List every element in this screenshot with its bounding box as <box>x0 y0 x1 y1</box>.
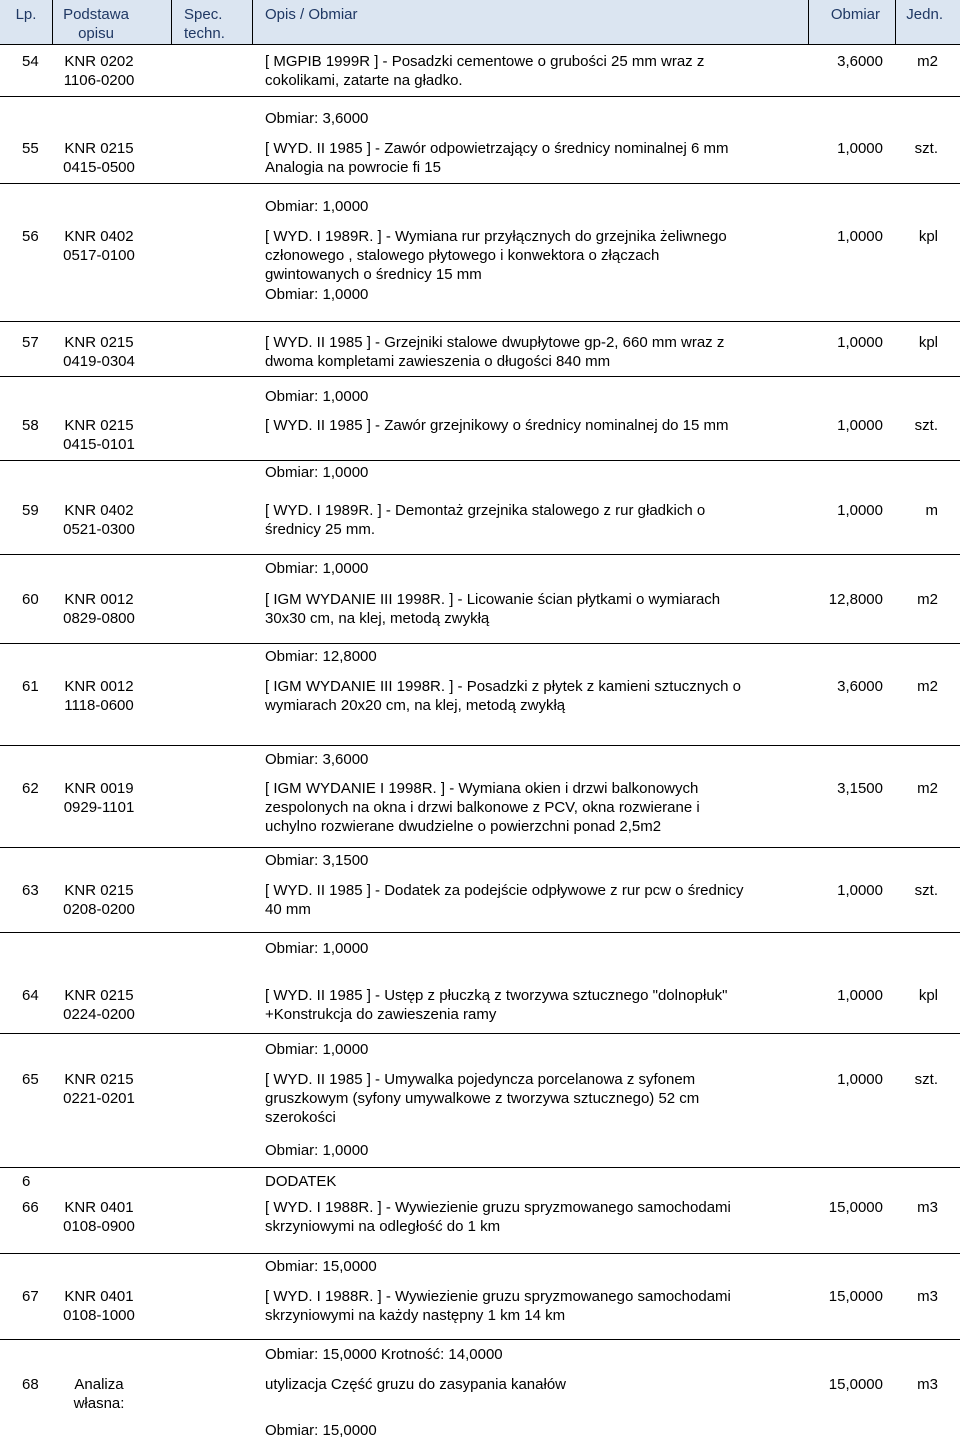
row-unit: kpl <box>918 228 938 245</box>
row-quantity: 1,0000 <box>837 334 883 351</box>
row-description: [ WYD. II 1985 ] - Zawór grzejnikowy o średnicy nominalnej do 15 mm <box>265 417 729 434</box>
row-separator <box>0 376 960 377</box>
row-obmiar: Obmiar: 3,6000 <box>265 751 369 768</box>
row-lp: 60 <box>22 591 39 608</box>
row-description: wymiarach 20x20 cm, na klej, metodą zwykłą <box>265 697 566 714</box>
row-obmiar: Obmiar: 3,6000 <box>265 110 369 127</box>
row-separator <box>0 932 960 933</box>
row-separator <box>0 1253 960 1254</box>
row-separator <box>0 321 960 322</box>
row-basis: 0517-0100 <box>63 247 135 264</box>
row-basis: 0208-0200 <box>63 901 135 918</box>
row-separator <box>0 460 960 461</box>
row-quantity: 12,8000 <box>828 591 883 608</box>
row-quantity: 15,0000 <box>828 1288 883 1305</box>
row-basis: 0108-0900 <box>63 1218 135 1235</box>
row-description: [ WYD. I 1989R. ] - Wymiana rur przyłącznych do grzejnika żeliwnego <box>265 228 727 245</box>
row-description: gruszkowym (syfony umywalkowe z tworzywa sztucznego) 52 cm <box>265 1090 700 1107</box>
row-basis: 1106-0200 <box>63 72 135 89</box>
row-description: [ WYD. II 1985 ] - Zawór odpowietrzający o średnicy nominalnej 6 mm <box>265 140 729 157</box>
row-lp: 62 <box>22 780 39 797</box>
row-lp: 56 <box>22 228 39 245</box>
row-unit: szt. <box>914 417 938 434</box>
row-unit: szt. <box>914 140 938 157</box>
row-basis: KNR 0019 <box>64 780 134 797</box>
header-unit: Jedn. <box>906 6 943 23</box>
row-basis: 0929-1101 <box>63 799 135 816</box>
row-lp: 65 <box>22 1071 39 1088</box>
row-description: cokolikami, zatarte na gładko. <box>265 72 463 89</box>
row-description: zespolonych na okna i drzwi balkonowe z PCV, okna rozwierane i <box>265 799 700 816</box>
row-description: [ WYD. II 1985 ] - Umywalka pojedyncza porcelanowa z syfonem <box>265 1071 696 1088</box>
row-description: szerokości <box>265 1109 336 1126</box>
row-obmiar: Obmiar: 1,0000 <box>265 1041 369 1058</box>
row-basis: KNR 0215 <box>64 1071 134 1088</box>
header-divider <box>252 0 253 44</box>
row-unit: m2 <box>917 591 938 608</box>
row-description: utylizacja Część gruzu do zasypania kanałów <box>265 1376 566 1393</box>
row-lp: 66 <box>22 1199 39 1216</box>
row-description: gwintowanych o średnicy 15 mm <box>265 266 482 283</box>
section-number: 6 <box>22 1173 31 1190</box>
row-lp: 61 <box>22 678 39 695</box>
row-description: [ MGPIB 1999R ] - Posadzki cementowe o grubości 25 mm wraz z <box>265 53 705 70</box>
row-separator <box>0 1167 960 1168</box>
row-description: [ WYD. I 1989R. ] - Demontaż grzejnika stalowego z rur gładkich o <box>265 502 706 519</box>
row-quantity: 1,0000 <box>837 228 883 245</box>
row-quantity: 1,0000 <box>837 417 883 434</box>
row-unit: m3 <box>917 1376 938 1393</box>
row-basis: 0829-0800 <box>63 610 135 627</box>
row-unit: m2 <box>917 678 938 695</box>
row-basis: KNR 0215 <box>64 417 134 434</box>
row-quantity: 1,0000 <box>837 987 883 1004</box>
row-obmiar: Obmiar: 15,0000 Krotność: 14,0000 <box>265 1346 503 1363</box>
row-lp: 57 <box>22 334 39 351</box>
row-unit: szt. <box>914 1071 938 1088</box>
header-quantity: Obmiar <box>830 6 880 23</box>
row-basis: KNR 0012 <box>64 678 134 695</box>
row-quantity: 1,0000 <box>837 140 883 157</box>
row-separator <box>0 554 960 555</box>
row-description: 40 mm <box>265 901 311 918</box>
row-description: średnicy 25 mm. <box>265 521 376 538</box>
row-description: [ WYD. I 1988R. ] - Wywiezienie gruzu spryzmowanego samochodami <box>265 1288 731 1305</box>
row-basis: 0108-1000 <box>63 1307 135 1324</box>
row-obmiar: Obmiar: 1,0000 <box>265 286 369 303</box>
row-basis: KNR 0215 <box>64 140 134 157</box>
row-description: [ WYD. II 1985 ] - Dodatek za podejście odpływowe z rur pcw o średnicy <box>265 882 744 899</box>
row-basis: KNR 0402 <box>64 502 134 519</box>
row-description: [ WYD. I 1988R. ] - Wywiezienie gruzu spryzmowanego samochodami <box>265 1199 731 1216</box>
row-separator <box>0 1033 960 1034</box>
row-basis: KNR 0401 <box>64 1288 134 1305</box>
row-obmiar: Obmiar: 1,0000 <box>265 940 369 957</box>
row-separator <box>0 643 960 644</box>
row-basis: KNR 0401 <box>64 1199 134 1216</box>
row-description: członowego , stalowego płytowego i konwektora o złączach <box>265 247 660 264</box>
row-separator <box>0 847 960 848</box>
row-unit: m3 <box>917 1288 938 1305</box>
row-description: +Konstrukcja do zawieszenia ramy <box>265 1006 497 1023</box>
row-lp: 59 <box>22 502 39 519</box>
row-basis: KNR 0202 <box>64 53 134 70</box>
row-unit: szt. <box>914 882 938 899</box>
row-unit: m2 <box>917 53 938 70</box>
row-description: skrzyniowymi na odległość do 1 km <box>265 1218 501 1235</box>
row-obmiar: Obmiar: 1,0000 <box>265 1142 369 1159</box>
row-obmiar: Obmiar: 15,0000 <box>265 1258 377 1275</box>
row-lp: 67 <box>22 1288 39 1305</box>
header-spec-line2: techn. <box>184 25 225 42</box>
row-basis: 0221-0201 <box>63 1090 135 1107</box>
row-quantity: 15,0000 <box>828 1199 883 1216</box>
row-basis: KNR 0215 <box>64 987 134 1004</box>
header-basis-line2: opisu <box>78 25 114 42</box>
row-description: skrzyniowymi na każdy następny 1 km 14 km <box>265 1307 566 1324</box>
row-quantity: 1,0000 <box>837 1071 883 1088</box>
row-basis: 0419-0304 <box>63 353 135 370</box>
row-description: [ IGM WYDANIE III 1998R. ] - Licowanie ścian płytkami o wymiarach <box>265 591 721 608</box>
table-header <box>0 0 960 44</box>
row-description: 30x30 cm, na klej, metodą zwykłą <box>265 610 490 627</box>
row-quantity: 1,0000 <box>837 502 883 519</box>
header-description: Opis / Obmiar <box>265 6 358 23</box>
row-obmiar: Obmiar: 15,0000 <box>265 1422 377 1439</box>
row-obmiar: Obmiar: 3,1500 <box>265 852 369 869</box>
row-unit: m3 <box>917 1199 938 1216</box>
header-divider <box>171 0 172 44</box>
row-quantity: 3,6000 <box>837 678 883 695</box>
header-divider <box>808 0 809 44</box>
row-unit: m2 <box>917 780 938 797</box>
row-basis: Analiza <box>74 1376 124 1393</box>
row-description: Analogia na powrocie fi 15 <box>265 159 441 176</box>
row-basis: KNR 0215 <box>64 334 134 351</box>
section-title: DODATEK <box>265 1173 337 1190</box>
row-quantity: 15,0000 <box>828 1376 883 1393</box>
row-description: dwoma kompletami zawieszenia o długości 840 mm <box>265 353 611 370</box>
header-rule <box>0 44 960 45</box>
row-lp: 54 <box>22 53 39 70</box>
row-unit: m <box>925 502 938 519</box>
row-quantity: 3,1500 <box>837 780 883 797</box>
row-obmiar: Obmiar: 1,0000 <box>265 388 369 405</box>
row-basis: KNR 0215 <box>64 882 134 899</box>
header-spec-line1: Spec. <box>184 6 223 23</box>
header-divider <box>895 0 896 44</box>
header-basis-line1: Podstawa <box>63 6 129 23</box>
row-lp: 55 <box>22 140 39 157</box>
row-lp: 68 <box>22 1376 39 1393</box>
row-basis: KNR 0402 <box>64 228 134 245</box>
row-lp: 58 <box>22 417 39 434</box>
row-separator <box>0 745 960 746</box>
row-basis: 1118-0600 <box>64 697 134 714</box>
row-obmiar: Obmiar: 1,0000 <box>265 560 369 577</box>
row-basis: własna: <box>73 1395 125 1412</box>
row-separator <box>0 96 960 97</box>
row-description: [ IGM WYDANIE I 1998R. ] - Wymiana okien i drzwi balkonowych <box>265 780 699 797</box>
row-separator <box>0 183 960 184</box>
row-description: [ IGM WYDANIE III 1998R. ] - Posadzki z płytek z kamieni sztucznych o <box>265 678 741 695</box>
row-obmiar: Obmiar: 12,8000 <box>265 648 377 665</box>
row-description: uchylno rozwierane dwudzielne o powierzchni ponad 2,5m2 <box>265 818 662 835</box>
row-unit: kpl <box>918 334 938 351</box>
row-obmiar: Obmiar: 1,0000 <box>265 198 369 215</box>
row-lp: 63 <box>22 882 39 899</box>
row-basis: 0415-0500 <box>63 159 135 176</box>
header-lp: Lp. <box>15 6 37 23</box>
row-quantity: 1,0000 <box>837 882 883 899</box>
row-basis: 0224-0200 <box>63 1006 135 1023</box>
row-basis: 0521-0300 <box>63 521 135 538</box>
row-lp: 64 <box>22 987 39 1004</box>
row-basis: KNR 0012 <box>64 591 134 608</box>
row-separator <box>0 1339 960 1340</box>
header-divider <box>52 0 53 44</box>
row-obmiar: Obmiar: 1,0000 <box>265 464 369 481</box>
row-description: [ WYD. II 1985 ] - Ustęp z płuczką z tworzywa sztucznego "dolnopłuk" <box>265 987 728 1004</box>
row-description: [ WYD. II 1985 ] - Grzejniki stalowe dwupłytowe gp-2, 660 mm wraz z <box>265 334 725 351</box>
row-quantity: 3,6000 <box>837 53 883 70</box>
row-basis: 0415-0101 <box>63 436 135 453</box>
row-unit: kpl <box>918 987 938 1004</box>
